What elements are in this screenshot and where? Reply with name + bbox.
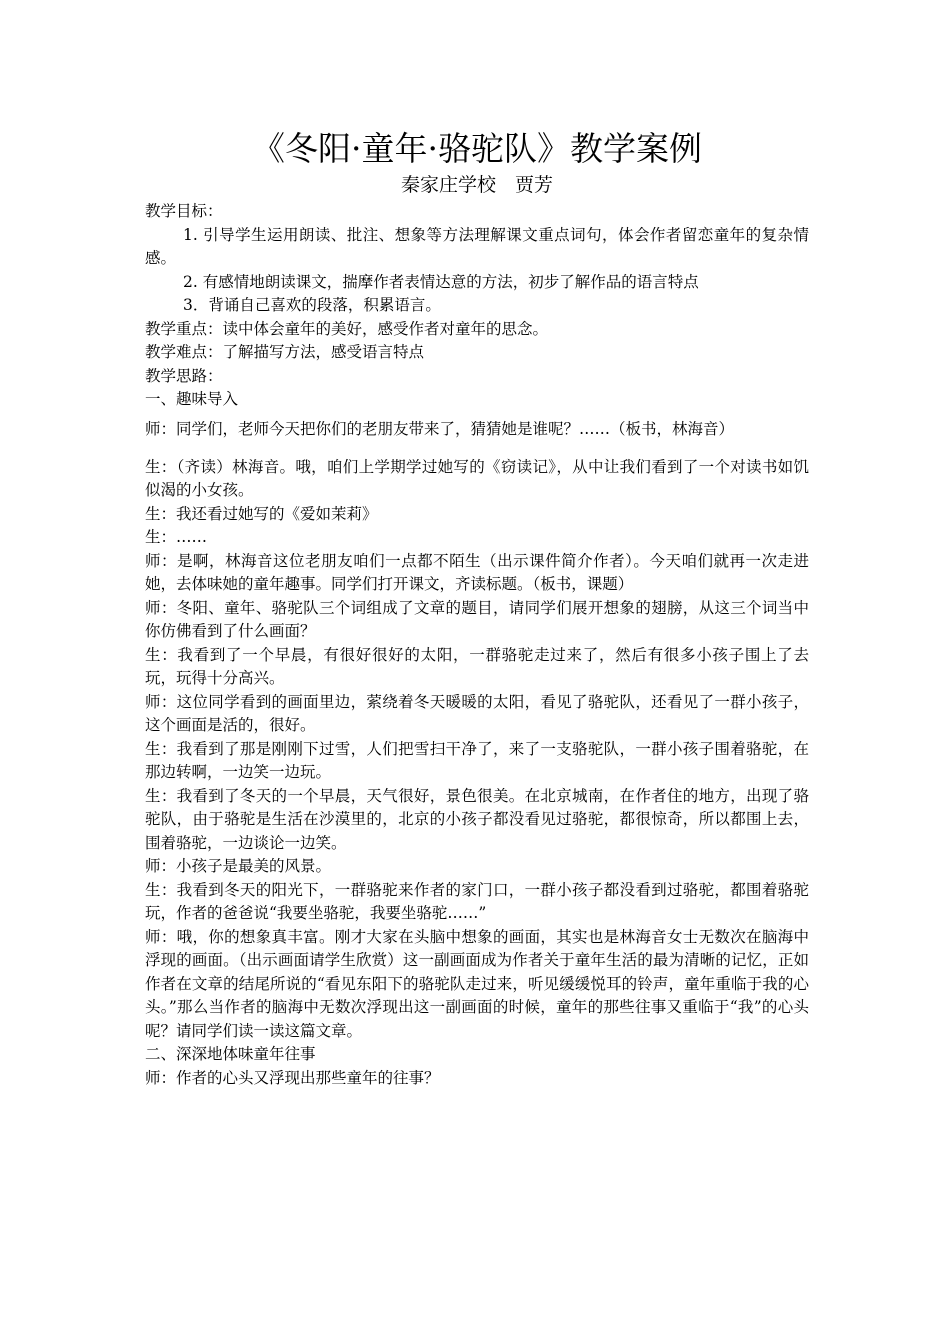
- document-title: 《冬阳·童年·骆驼队》教学案例: [252, 129, 702, 168]
- dialogue-paragraph: 生：……: [145, 528, 208, 546]
- goal-item: 2. 有感情地朗读课文，揣摩作者表情达意的方法，初步了解作品的语言特点: [183, 272, 699, 291]
- difficulty: 教学难点：了解描写方法，感受语言特点: [145, 343, 425, 361]
- section-heading: 二、深深地体味童年往事: [145, 1045, 316, 1063]
- dialogue-paragraph: 师：小孩子是最美的风景。: [145, 857, 332, 875]
- dialogue-paragraph: 师：哦，你的想象真丰富。刚才大家在头脑中想象的画面，其实也是林海音女士无数次在脑海中浮现的画面。（出示画面请学生欣赏）这一副画面成为作者关于童年生活的最为清晰的记忆，正如作者在文章的结尾所说的“看见东阳下的骆驼队走过来，听见缓缓悦耳的铃声，童年重临于我的心头。”那么当作者的脑海中无数次浮现出这一副画面的时候，童年的那些往事又重临于“我”的心头呢？请同学们读一读这篇文章。: [145, 927, 809, 1040]
- dialogue-paragraph: 生：我看到了冬天的一个早晨，天气很好，景色很美。在北京城南，在作者住的地方，出现了骆驼队，由于骆驼是生活在沙漠里的，北京的小孩子都没看见过骆驼，都很惊奇，所以都围上去，围着骆驼，一边谈论一边笑。: [145, 786, 809, 852]
- key-point: 教学重点：读中体会童年的美好，感受作者对童年的思念。: [145, 319, 549, 338]
- goals-heading: 教学目标：: [145, 202, 223, 220]
- dialogue-paragraph: 生：我看到了那是刚刚下过雪，人们把雪扫干净了，来了一支骆驼队，一群小孩子围着骆驼，在那边转啊，一边笑一边玩。: [145, 739, 809, 781]
- section-heading: 一、趣味导入: [145, 390, 239, 408]
- goal-item: 3．背诵自己喜欢的段落，积累语言。: [183, 296, 441, 314]
- goal-item: 1. 引导学生运用朗读、批注、想象等方法理解课文重点词句，体会作者留恋童年的复杂情感。: [145, 225, 809, 267]
- dialogue-paragraph: 师：同学们，老师今天把你们的老朋友带来了，猜猜她是谁呢？……（板书，林海音）: [145, 419, 735, 438]
- dialogue-paragraph: 师：冬阳、童年、骆驼队三个词组成了文章的题目，请同学们展开想象的翅膀，从这三个词当中你仿佛看到了什么画面？: [145, 598, 809, 640]
- dialogue-paragraph: 师：这位同学看到的画面里边，萦绕着冬天暖暖的太阳，看见了骆驼队，还看见了一群小孩子，这个画面是活的，很好。: [145, 692, 809, 734]
- dialogue-paragraph: 师：是啊，林海音这位老朋友咱们一点都不陌生（出示课件简介作者）。今天咱们就再一次走进她，去体味她的童年趣事。同学们打开课文，齐读标题。（板书，课题）: [145, 551, 809, 593]
- dialogue-paragraph: 师：作者的心头又浮现出那些童年的往事？: [145, 1068, 440, 1087]
- dialogue-paragraph: 生：（齐读）林海音。哦，咱们上学期学过她写的《窃读记》，从中让我们看到了一个对读书如饥似渴的小女孩。: [145, 457, 809, 499]
- approach-heading: 教学思路：: [145, 366, 223, 385]
- dialogue-paragraph: 生：我看到冬天的阳光下，一群骆驼来作者的家门口，一群小孩子都没看到过骆驼，都围着骆驼玩，作者的爸爸说“我要坐骆驼，我要坐骆驼……”: [145, 880, 809, 922]
- document-subtitle: 秦家庄学校 贾芳: [400, 174, 553, 196]
- dialogue-paragraph: 生：我还看过她写的《爱如茉莉》: [145, 504, 378, 523]
- dialogue-paragraph: 生：我看到了一个早晨，有很好很好的太阳，一群骆驼走过来了，然后有很多小孩子围上了去玩，玩得十分高兴。: [145, 645, 809, 687]
- document-page: [145, 128, 809, 1090]
